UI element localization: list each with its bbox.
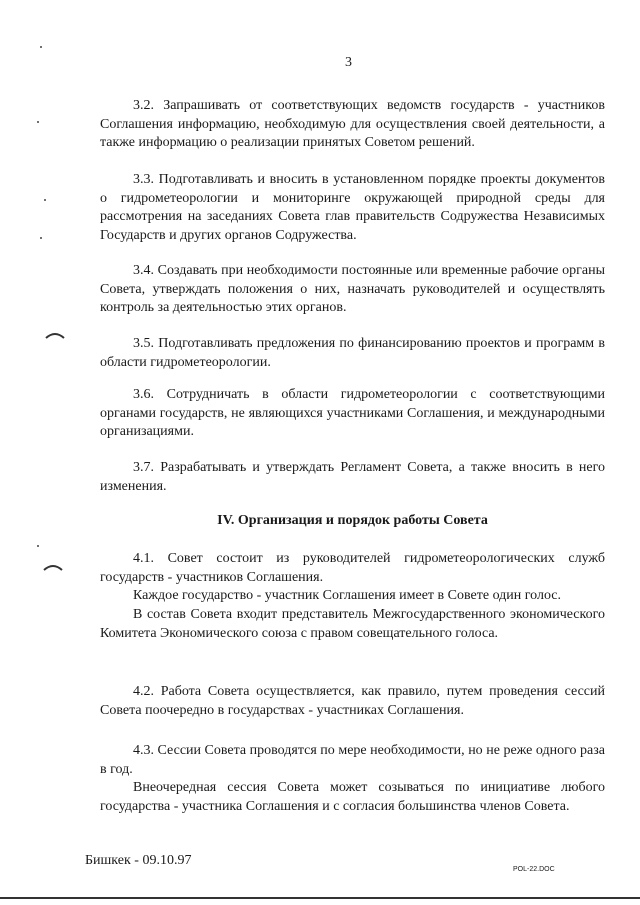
- scan-speck: [40, 46, 42, 48]
- scan-speck: [44, 199, 46, 201]
- footer-place-date: Бишкек - 09.10.97: [85, 853, 192, 868]
- paragraph-4-3b: Внеочередная сессия Совета может созываться по инициативе любого государства - участника Соглашения и с согласия большинства членов Совета.: [100, 780, 605, 814]
- scan-speck: [37, 121, 39, 123]
- footer-file-code: POL-22.DOC: [513, 866, 555, 873]
- paragraph-4-1b: Каждое государство - участник Соглашения имеет в Совете один голос.: [133, 588, 562, 603]
- paragraph-3-6: 3.6. Сотрудничать в области гидрометеорологии с соответствующими органами государств, не являющихся участниками Соглашения, и международными организациями.: [100, 387, 605, 439]
- paragraph-3-2: 3.2. Запрашивать от соответствующих ведомств государств - участников Соглашения информацию, необходимую для осуществления своей деятельности, а также информацию о реализации принятых Советом решений.: [100, 98, 605, 150]
- paragraph-3-3: 3.3. Подготавливать и вносить в установленном порядке проекты документов о гидрометеорологии и мониторинге окружающей природной среды для рассмотрения на заседаниях Совета глав правительств Содружества Независимых Государств и других органов Содружества.: [100, 172, 605, 243]
- paragraph-4-3a: 4.3. Сессии Совета проводятся по мере необходимости, но не реже одного раза в год.: [100, 743, 605, 777]
- paragraph-4-2: 4.2. Работа Совета осуществляется, как правило, путем проведения сессий Совета поочередно в государствах - участниках Соглашения.: [100, 684, 605, 718]
- paragraph-3-4: 3.4. Создавать при необходимости постоянные или временные рабочие органы Совета, утверждать положения о них, назначать руководителей и осуществлять контроль за деятельностью этих органов.: [100, 263, 605, 315]
- paragraph-3-5: 3.5. Подготавливать предложения по финансированию проектов и программ в области гидрометеорологии.: [100, 336, 605, 370]
- paragraph-4-1c: В состав Совета входит представитель Межгосударственного экономического Комитета Экономического союза с правом совещательного голоса.: [100, 607, 605, 641]
- section-heading: IV. Организация и порядок работы Совета: [217, 513, 488, 528]
- punch-hole-mark-icon: [44, 330, 66, 340]
- page-number: 3: [345, 55, 352, 70]
- page-bottom-rule: [0, 897, 640, 899]
- paragraph-4-1a: 4.1. Совет состоит из руководителей гидрометеорологических служб государств - участников Соглашения.: [100, 551, 605, 585]
- scan-speck: [40, 237, 42, 239]
- punch-hole-mark-icon: [42, 562, 64, 572]
- scan-speck: [37, 545, 39, 547]
- paragraph-3-7: 3.7. Разрабатывать и утверждать Регламент Совета, а также вносить в него изменения.: [100, 460, 605, 494]
